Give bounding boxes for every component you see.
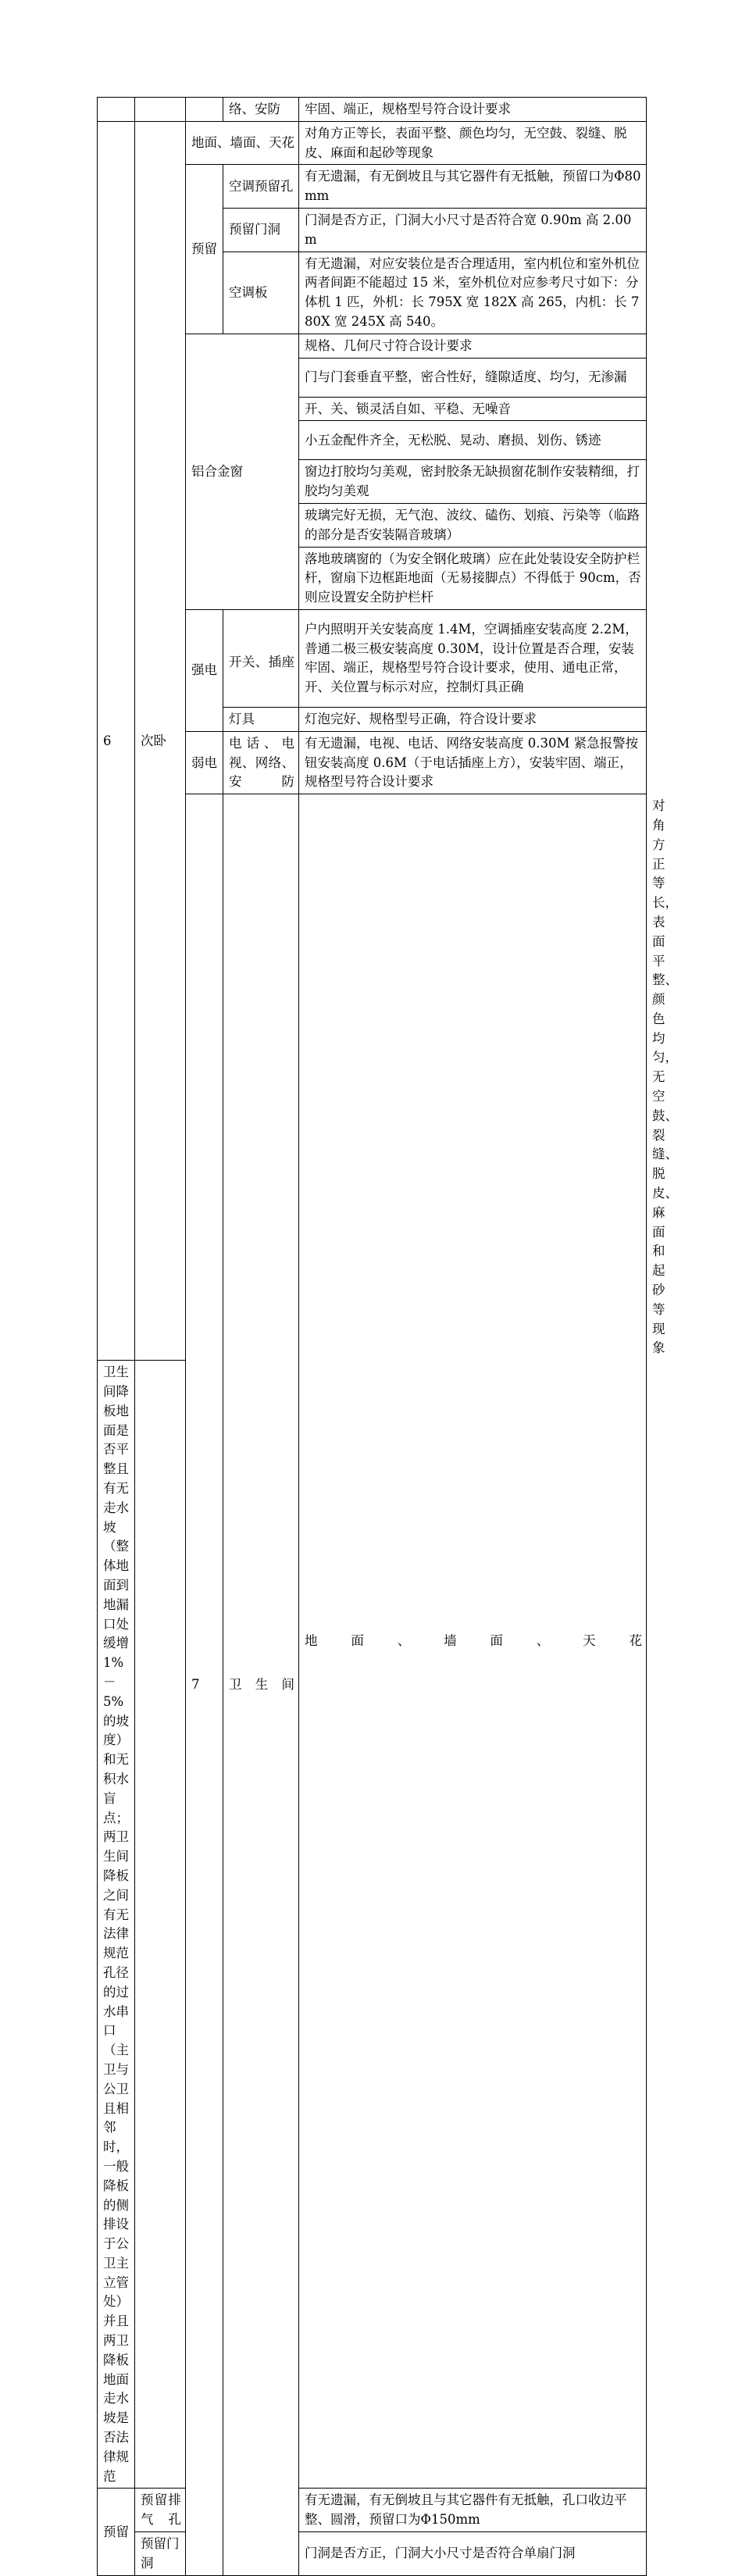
empty-cell bbox=[98, 98, 135, 122]
requirement-cell: 玻璃完好无损，无气泡、波纹、磕伤、划痕、污染等（临路的部分是否安装隔音玻璃） bbox=[299, 503, 647, 547]
row-number-cell: 6 bbox=[98, 121, 135, 1360]
table-row bbox=[98, 2489, 647, 2532]
empty-cell bbox=[135, 98, 186, 122]
category-cell: 弱电 bbox=[186, 731, 223, 794]
acceptance-table bbox=[97, 97, 678, 2576]
sub-item-cell: 电话、电视、网络、安防 bbox=[223, 731, 299, 794]
requirement-cell: 灯泡完好、规格型号正确，符合设计要求 bbox=[299, 707, 647, 731]
requirement-cell: 门洞是否方正，门洞大小尺寸是否符合宽 0.90m 高 2.00m bbox=[299, 208, 647, 252]
requirement-cell: 牢固、端正，规格型号符合设计要求 bbox=[299, 98, 647, 122]
category-cell: 预留 bbox=[186, 165, 223, 334]
sub-item-cell: 预留门洞 bbox=[223, 208, 299, 252]
room-name-cell: 次卧 bbox=[135, 121, 186, 1360]
sub-item-cell: 空调板 bbox=[223, 252, 299, 334]
sub-item-cell: 开关、插座 bbox=[223, 609, 299, 707]
item-cell: 地面、墙面、天花 bbox=[299, 794, 647, 2489]
requirement-cell: 有无遗漏，电视、电话、网络安装高度 0.30M 紧急报警按钮安装高度 0.6M（于电话插座上方），安装牢固、端正，规格型号符合设计要求 bbox=[299, 731, 647, 794]
table-row bbox=[98, 98, 647, 122]
requirement-cell: 窗边打胶均匀美观，密封胶条无缺损窗花制作安装精细，打胶均匀美观 bbox=[299, 460, 647, 504]
table-row: 7 卫生间 地面、墙面、天花 对角方正等长，表面平整、颜色均匀，无空鼓、裂缝、脱皮、麻面和起砂等现象 bbox=[98, 794, 647, 1361]
requirement-cell: 落地玻璃窗的（为安全钢化玻璃）应在此处装设安全防护栏杆，窗扇下边框距地面（无易接脚点）不得低于 90cm，否则应设置安全防护栏杆 bbox=[299, 547, 647, 609]
category-cell: 强电 bbox=[186, 609, 223, 731]
sub-item-cell: 预留排气孔 bbox=[135, 2489, 186, 2532]
requirement-cell: 有无遗漏，有无倒坡且与其它器件有无抵触，预留口为Φ80mm bbox=[299, 165, 647, 209]
sub-item-cell: 络、安防 bbox=[223, 98, 299, 122]
requirement-cell: 有无遗漏，有无倒坡且与其它器件有无抵触，孔口收边平整、圆滑，预留口为Φ150mm bbox=[299, 2489, 647, 2532]
requirement-cell: 对角方正等长，表面平整、颜色均匀，无空鼓、裂缝、脱皮、麻面和起砂等现象 bbox=[299, 121, 647, 165]
requirement-cell: 规格、几何尺寸符合设计要求 bbox=[299, 334, 647, 358]
sub-item-cell: 预留门洞 bbox=[135, 2532, 186, 2576]
requirement-cell: 有无遗漏，对应安装位是否合理适用，室内机位和室外机位两者间距不能超过 15 米，室外机位对应参考尺寸如下：分体机 1 匹，外机：长 795X 宽 182X 高 265，内机：长 780X 宽 245X 高 540。 bbox=[299, 252, 647, 334]
sub-item-cell: 灯具 bbox=[223, 707, 299, 731]
sub-item-cell: 空调预留孔 bbox=[223, 165, 299, 209]
requirement-cell: 门与门套垂直平整，密合性好，缝隙适度、均匀，无渗漏 bbox=[299, 358, 647, 397]
row-number-cell: 7 bbox=[186, 794, 223, 2576]
requirement-cell: 户内照明开关安装高度 1.4M，空调插座安装高度 2.2M，普通二极三极安装高度 0.30M，设计位置是否合理，安装牢固、端正，规格型号符合设计要求，使用、通电正常， 开、关位置与标示对应，控制灯具正确 bbox=[299, 609, 647, 707]
room-name-cell: 卫生间 bbox=[223, 794, 299, 2576]
requirement-cell: 门洞是否方正，门洞大小尺寸是否符合单扇门洞 bbox=[299, 2532, 647, 2576]
empty-cell bbox=[186, 98, 223, 122]
table-row bbox=[98, 121, 647, 165]
category-cell: 预留 bbox=[98, 2489, 135, 2575]
table-row bbox=[98, 2532, 647, 2576]
item-cell: 铝合金窗 bbox=[186, 334, 299, 609]
requirement-cell: 小五金配件齐全，无松脱、晃动、磨损、划伤、锈迹 bbox=[299, 421, 647, 460]
item-cell: 地面、墙面、天花 bbox=[186, 121, 299, 165]
requirement-cell: 开、关、锁灵活自如、平稳、无噪音 bbox=[299, 397, 647, 421]
requirement-cell: 卫生间降板地面是否平整且有无走水坡（整体地面到地漏口处缓增 1%－5%的坡度）和无积水盲点；两卫生间降板之间有无法律规范孔径的过水串口（主卫与公卫且相邻时，一般降板的侧排设于公卫主立管处）并且两卫降板地面走水坡是否法律规范 bbox=[98, 1361, 135, 2489]
